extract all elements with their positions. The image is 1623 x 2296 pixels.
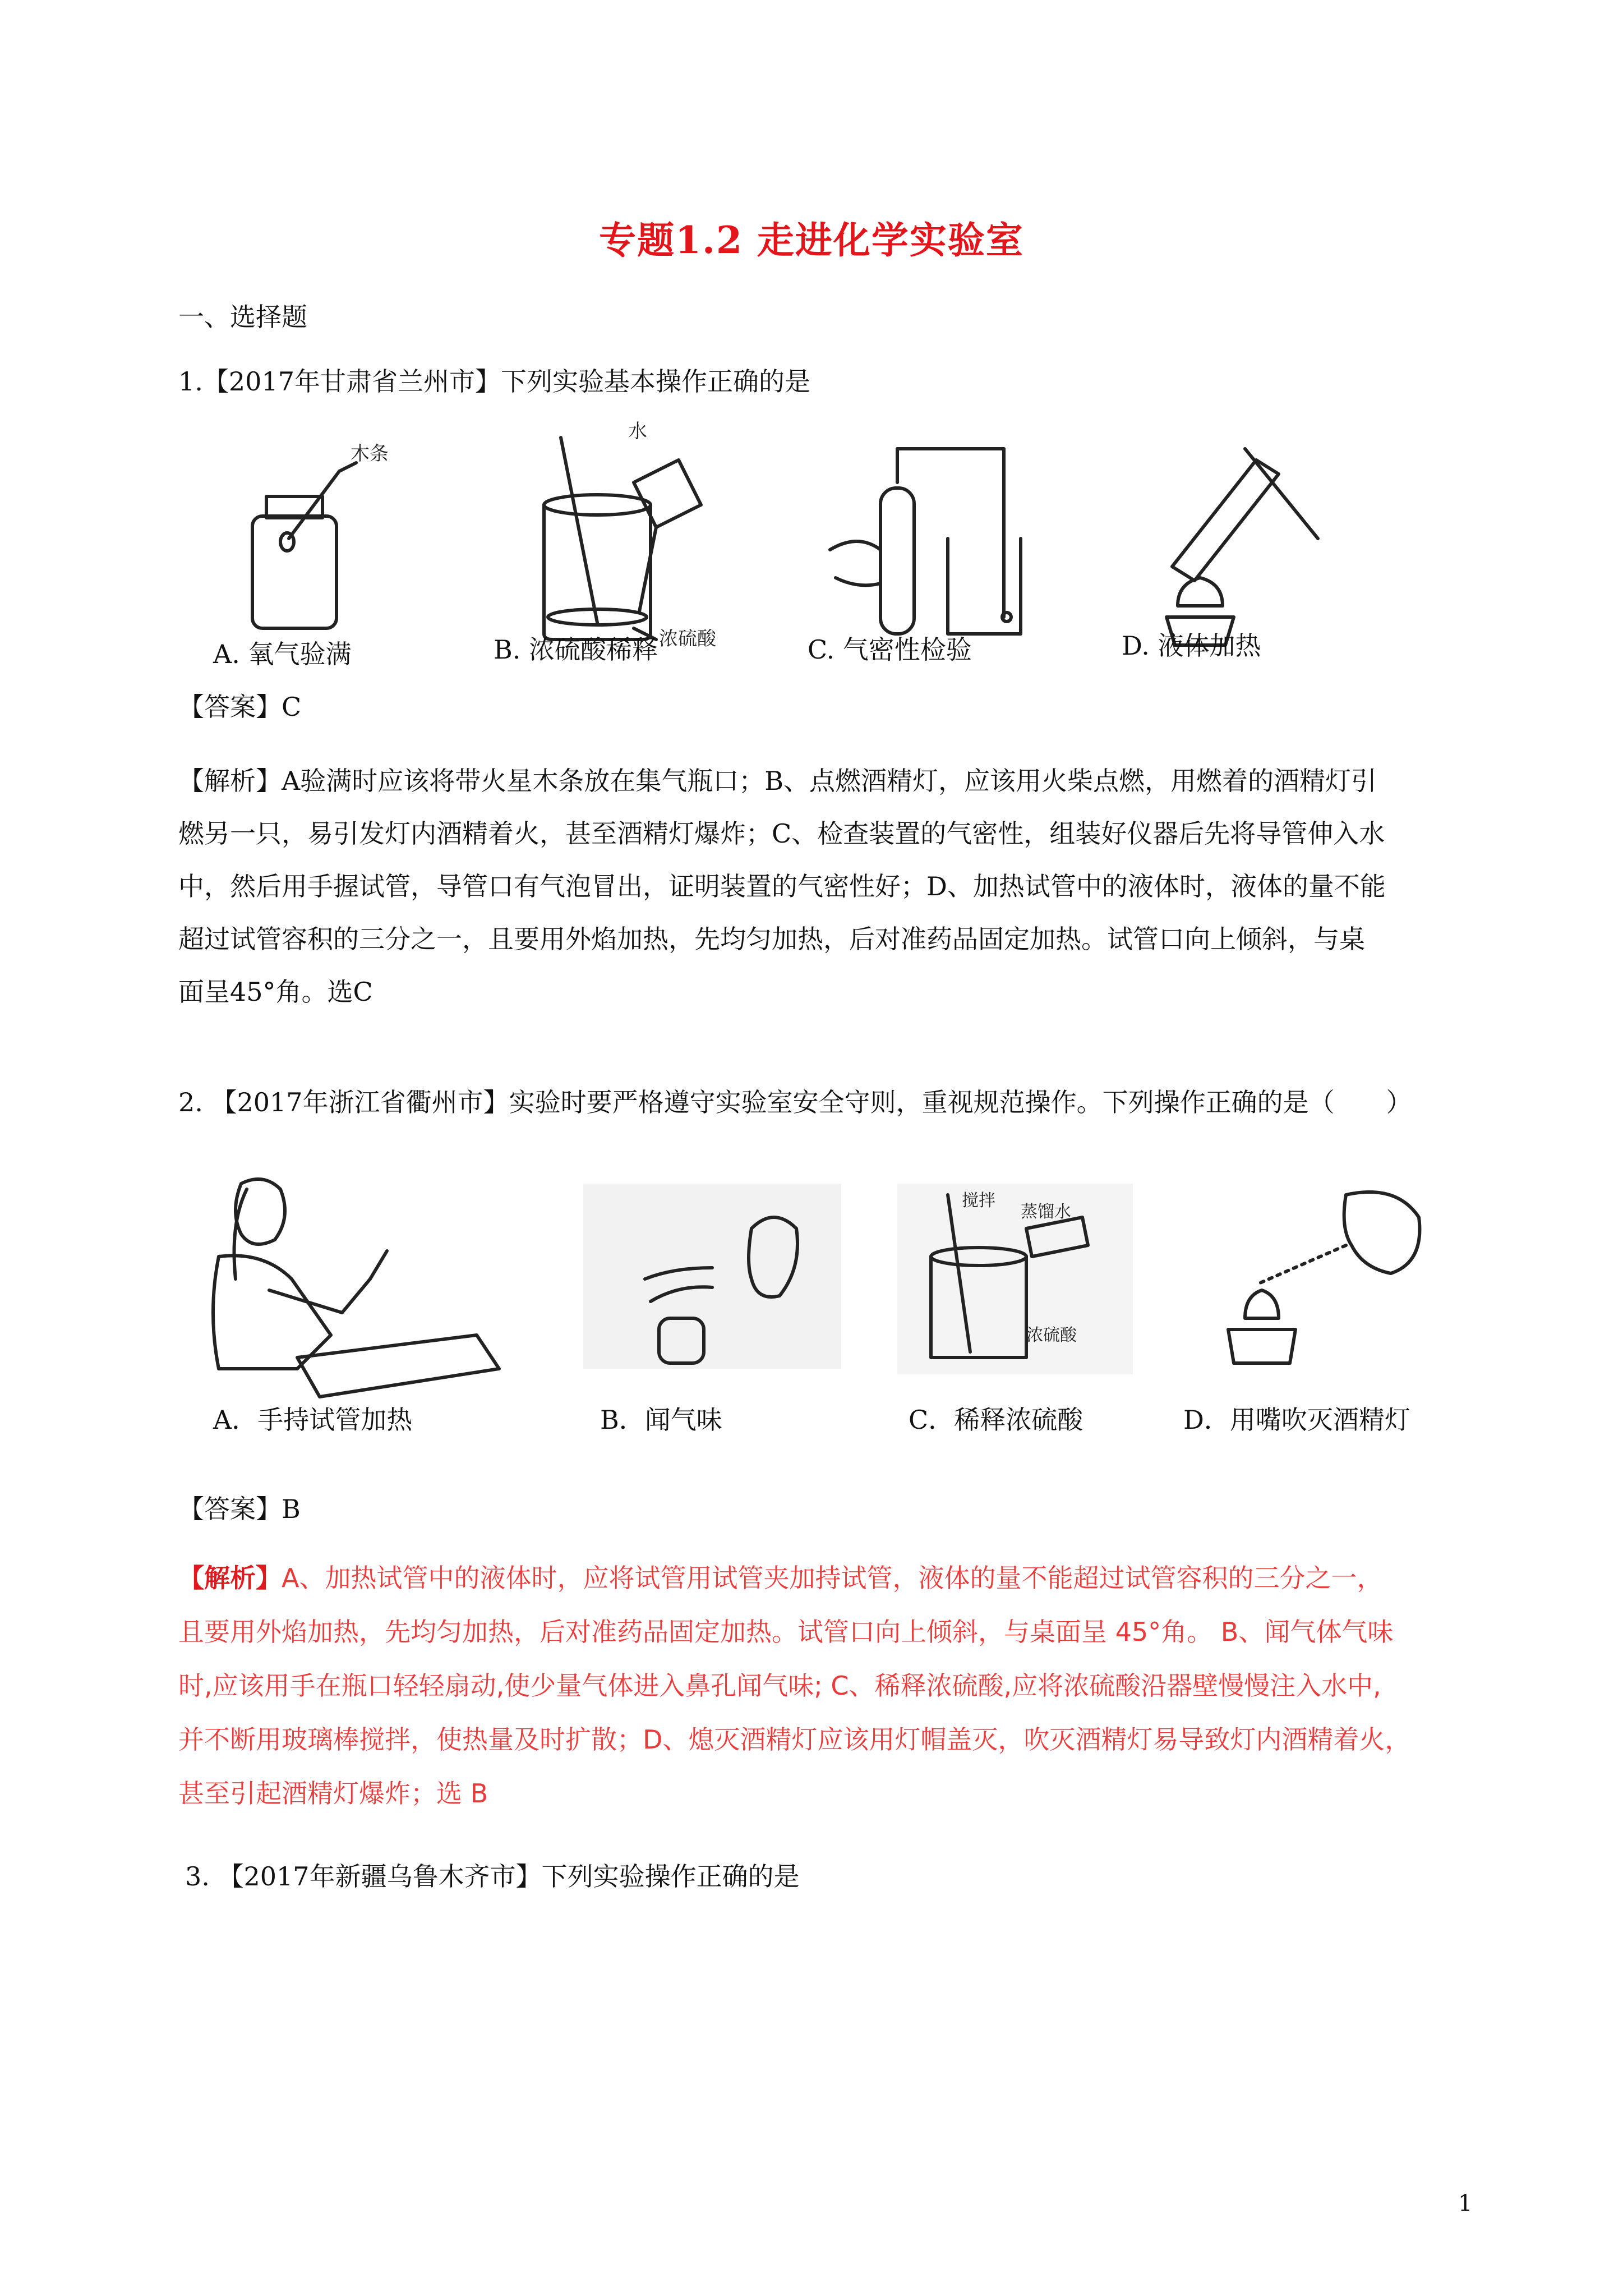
q2-analysis-label: 【解析】: [178, 1563, 282, 1593]
q1-figure-a-oxygen-bottle: [236, 438, 404, 639]
q1-stem: 1.【2017年甘肃省兰州市】下列实验基本操作正确的是: [178, 366, 810, 397]
page-title: 专题1.2 走进化学实验室: [599, 218, 1024, 262]
q1-option-d: D. 液体加热: [1122, 631, 1261, 661]
q1-figure-b-dilution: [522, 415, 757, 651]
q1-analysis-line: 【解析】A验满时应该将带火星木条放在集气瓶口；B、点燃酒精灯，应该用火柴点燃，用燃着的酒精灯引: [178, 766, 1377, 796]
page-number: 1: [1458, 2191, 1473, 2216]
q1-label-wood: 木条: [351, 443, 389, 465]
q2-figure-a-girl-heating: [185, 1167, 499, 1402]
q1-option-c: C. 气密性检验: [808, 634, 972, 665]
q1-analysis-line: 超过试管容积的三分之一，且要用外焰加热，先均匀加热，后对准药品固定加热。试管口向上倾斜，与桌: [178, 924, 1365, 954]
q2-label-distilled: 蒸馏水: [1021, 1202, 1071, 1222]
q2-stem: 2. 【2017年浙江省衢州市】实验时要严格遵守实验室安全守则，重视规范操作。下列操作正确的是（ ）: [178, 1087, 1412, 1117]
q2-analysis-line: [178, 1551, 1410, 1605]
q2-answer: 【答案】B: [178, 1494, 301, 1524]
q2-label-stir: 搅拌: [962, 1191, 995, 1211]
q2-analysis-line: 甚至引起酒精灯爆炸；选 B: [178, 1778, 488, 1809]
q1-analysis-line: 面呈45°角。选C: [178, 977, 373, 1007]
q2-option-b: B．闻气味: [600, 1405, 722, 1435]
q2-option-a: A．手持试管加热: [213, 1405, 413, 1435]
q1-option-a: A. 氧气验满: [213, 639, 352, 669]
q1-answer: 【答案】C: [178, 692, 302, 722]
q2-option-c: C．稀释浓硫酸: [909, 1405, 1083, 1435]
q1-option-b: B. 浓硫酸稀释: [494, 634, 658, 665]
q2-analysis-text: A、加热试管中的液体时，应将试管用试管夹加持试管，液体的量不能超过试管容积的三分之一，: [282, 1563, 1383, 1593]
q1-analysis-line: 中，然后用手握试管，导管口有气泡冒出，证明装置的气密性好；D、加热试管中的液体时，液体的量不能: [178, 871, 1386, 901]
section-heading: 一、选择题: [178, 302, 307, 332]
q2-analysis: [178, 1551, 1410, 1820]
q3-stem: 3. 【2017年新疆乌鲁木齐市】下列实验操作正确的是: [185, 1861, 800, 1892]
q1-figure-c-airtightness: [824, 438, 1049, 645]
q2-analysis-line: 并不断用玻璃棒搅拌，使热量及时扩散；D、熄灭酒精灯应该用灯帽盖灭，吹灭酒精灯易导致灯内酒精着火，: [178, 1724, 1411, 1755]
q2-label-acid: 浓硫酸: [1026, 1326, 1077, 1345]
q1-analysis: [178, 754, 1386, 1018]
q2-figure-b-smell: [583, 1184, 841, 1369]
q2-figure-d-blow-lamp: [1206, 1184, 1464, 1374]
q2-analysis-line: 时,应该用手在瓶口轻轻扇动,使少量气体进入鼻孔闻气味; C、稀释浓硫酸,应将浓硫酸沿器壁慢慢注入水中,: [178, 1671, 1381, 1701]
q1-label-acid: 浓硫酸: [659, 628, 716, 650]
q2-figure-c-dilution: [897, 1184, 1133, 1374]
q1-figure-d-liquid-heating: [1138, 426, 1352, 651]
q1-label-water: 水: [628, 420, 647, 443]
q2-option-d: D．用嘴吹灭酒精灯: [1183, 1405, 1410, 1435]
q2-analysis-line: 且要用外焰加热，先均匀加热，后对准药品固定加热。试管口向上倾斜，与桌面呈 45°角。 B、闻气体气味: [178, 1617, 1394, 1647]
q1-analysis-line: 燃另一只，易引发灯内酒精着火，甚至酒精灯爆炸；C、检查装置的气密性，组装好仪器后先将导管伸入水: [178, 818, 1385, 849]
